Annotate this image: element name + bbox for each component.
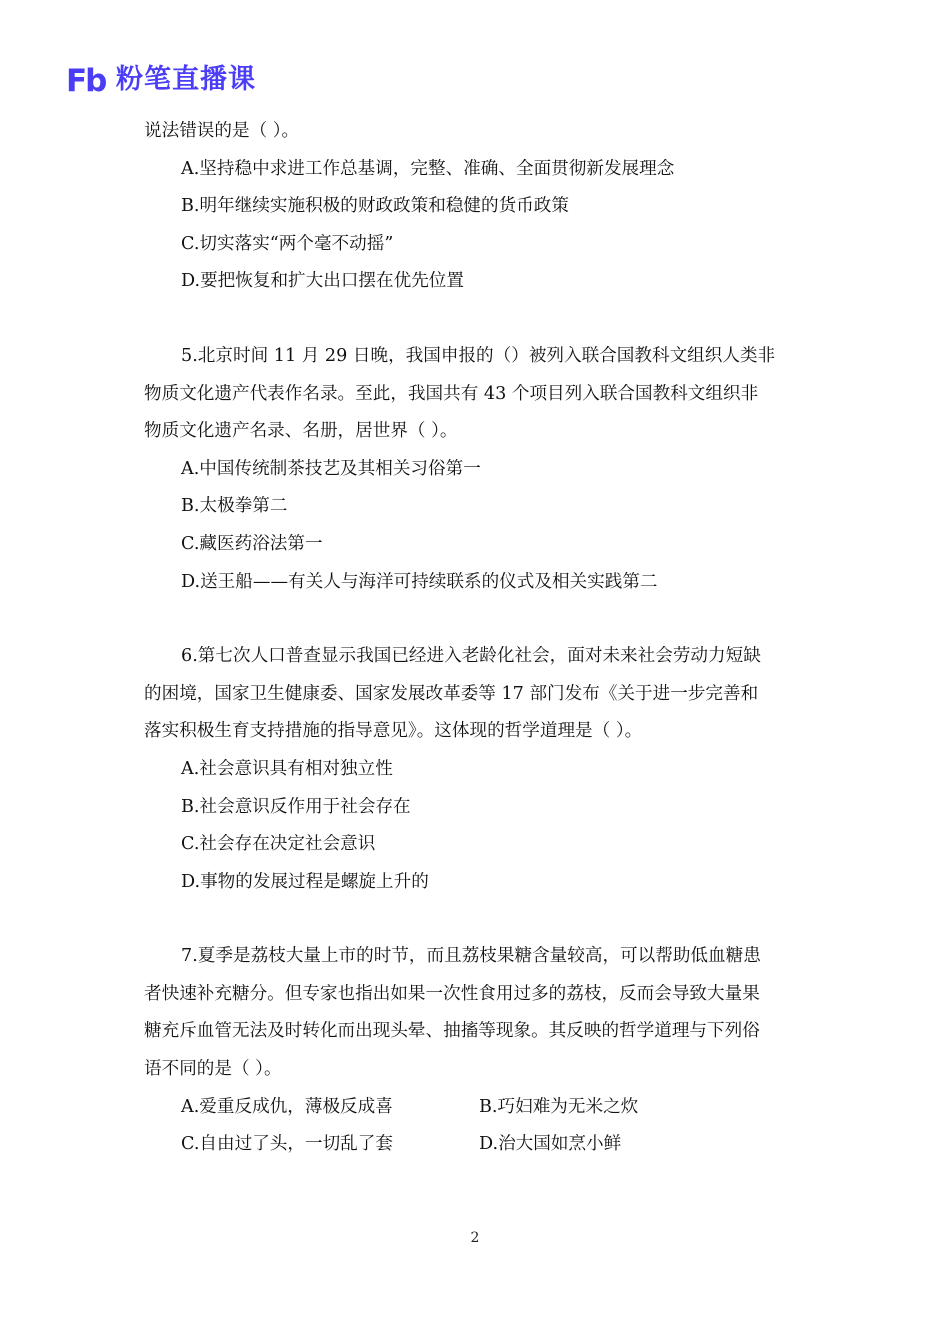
logo-text: Fb [66, 63, 106, 98]
question-stem-line: 糖充斥血管无法及时转化而出现头晕、抽搐等现象。其反映的哲学道理与下列俗 [144, 1021, 760, 1042]
options-row [144, 1089, 814, 1127]
spacer [144, 601, 814, 638]
options-row [144, 1126, 814, 1164]
brand-header [66, 60, 256, 100]
option-a: A.中国传统制茶技艺及其相关习俗第一 [181, 458, 481, 479]
question-5 [144, 338, 814, 601]
option-c: C.藏医药浴法第一 [181, 533, 323, 554]
spacer [144, 301, 814, 338]
question-stem-line: 5.北京时间 11 月 29 日晚，我国申报的（）被列入联合国教科文组织人类非 [181, 345, 776, 366]
question-6 [144, 638, 814, 901]
option-b: B.太极拳第二 [181, 496, 288, 517]
question-stem-line: 6.第七次人口普查显示我国已经进入老龄化社会，面对未来社会劳动力短缺 [181, 646, 761, 667]
question-7 [144, 938, 814, 1164]
option-d: D.治大国如烹小鲜 [479, 1134, 622, 1155]
question-stem-line: 的困境，国家卫生健康委、国家发展改革委等 17 部门发布《关于进一步完善和 [144, 683, 759, 704]
option-c: C.自由过了头，一切乱了套 [181, 1134, 393, 1155]
option-a: A.社会意识具有相对独立性 [181, 758, 393, 779]
option-a: A.爱重反成仇，薄极反成喜 [181, 1096, 393, 1117]
option-c: C.切实落实“两个毫不动摇” [181, 233, 394, 254]
question-stem-line: 者快速补充糖分。但专家也指出如果一次性食用过多的荔枝，反而会导致大量果 [144, 983, 760, 1004]
question-stem-line: 物质文化遗产代表作名录。至此，我国共有 43 个项目列入联合国教科文组织非 [144, 383, 759, 404]
spacer [144, 901, 814, 938]
question-stem-line: 语不同的是（ ）。 [144, 1059, 282, 1080]
question-stem-line: 落实积极生育支持措施的指导意见》。这体现的哲学道理是（ ）。 [144, 721, 643, 742]
question-stem-line: 说法错误的是（ ）。 [144, 121, 300, 141]
option-b: B.巧妇难为无米之炊 [479, 1096, 639, 1117]
option-d: D.要把恢复和扩大出口摆在优先位置 [181, 271, 464, 292]
page-number: 2 [470, 1230, 480, 1246]
option-b: B.社会意识反作用于社会存在 [181, 796, 411, 817]
option-b: B.明年继续实施积极的财政政策和稳健的货币政策 [181, 196, 569, 217]
brand-name: 粉笔直播课 [116, 64, 256, 95]
option-a: A.坚持稳中求进工作总基调，完整、准确、全面贯彻新发展理念 [181, 158, 675, 179]
question-4-tail [144, 113, 814, 301]
option-d: D.事物的发展过程是螺旋上升的 [181, 871, 429, 892]
option-c: C.社会存在决定社会意识 [181, 834, 376, 855]
fenbi-logo-icon [66, 62, 110, 98]
question-stem-line: 物质文化遗产名录、名册，居世界（ ）。 [144, 421, 458, 442]
question-stem-line: 7.夏季是荔枝大量上市的时节，而且荔枝果糖含量较高，可以帮助低血糖患 [181, 946, 761, 967]
exam-content [144, 113, 814, 1164]
option-d: D.送王船——有关人与海洋可持续联系的仪式及相关实践第二 [181, 571, 658, 592]
